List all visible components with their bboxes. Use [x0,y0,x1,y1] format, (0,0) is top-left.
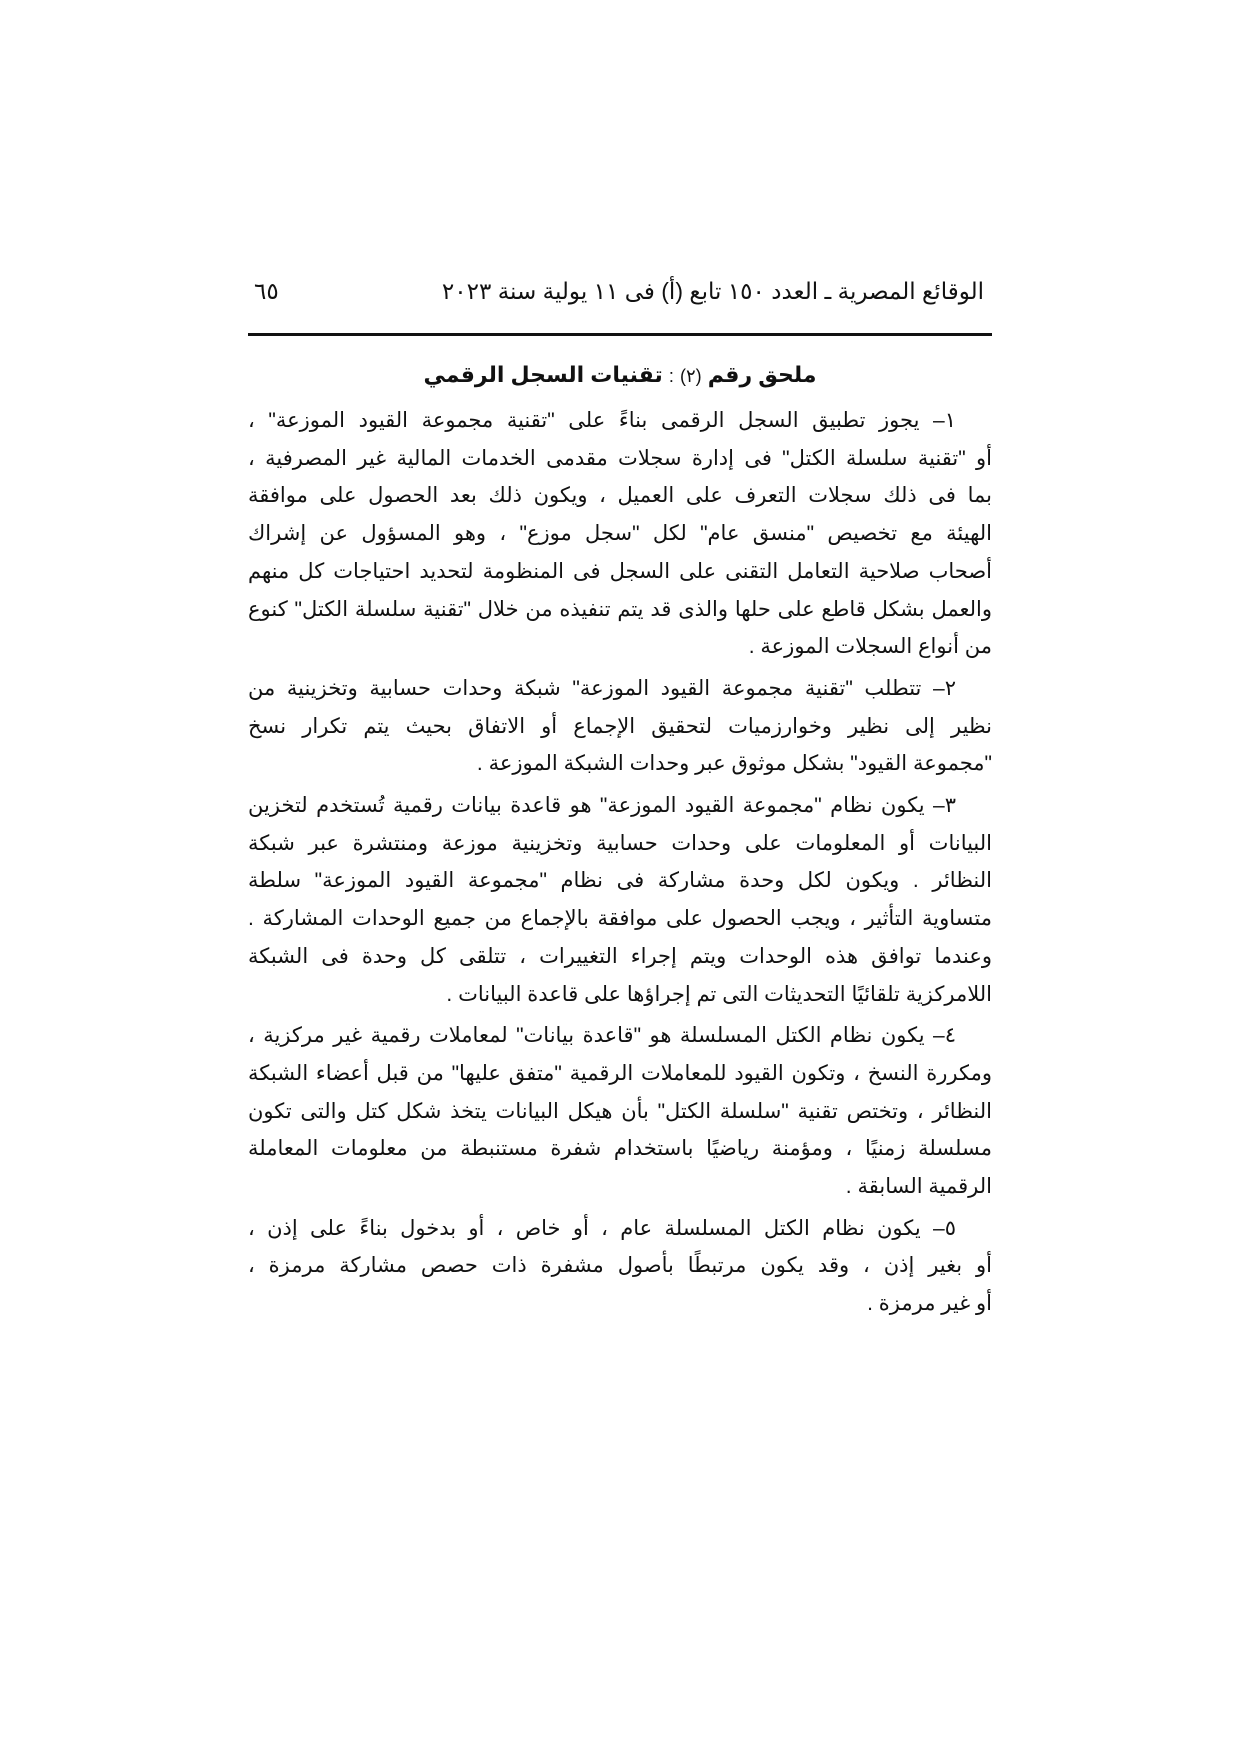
paragraph-line: ٥– يكون نظام الكتل المسلسلة عام ، أو خاص ، أو بدخول بناءً على إذن ، [248,1216,956,1240]
heading-separator: : [668,366,674,386]
header-divider [248,333,992,336]
paragraph-3 [248,787,992,1013]
paragraph-line: ومكررة النسخ ، وتكون القيود للمعاملات الرقمية "متفق عليها" من قبل أعضاء الشبكة [248,1061,992,1085]
paragraph-line: مسلسلة زمنيًا ، ومؤمنة رياضيًا باستخدام شفرة مستنبطة من معلومات المعاملة [248,1137,992,1161]
paragraph-line: "مجموعة القيود" بشكل موثوق عبر وحدات الشبكة الموزعة . [476,752,992,776]
paragraph-line: نظير إلى نظير وخوارزميات لتحقيق الإجماع أو الاتفاق بحيث يتم تكرار نسخ [248,714,992,738]
heading-number: (٢) [679,366,702,386]
paragraph-line: النظائر ، وتختص تقنية "سلسلة الكتل" بأن هيكل البيانات يتخذ شكل كتل والتى تكون [248,1099,992,1123]
paragraph-5 [248,1210,992,1323]
paragraph-line: ٤– يكون نظام الكتل المسلسلة هو "قاعدة بيانات" لمعاملات رقمية غير مركزية ، [248,1024,956,1048]
paragraph-4 [248,1017,992,1206]
document-body [248,402,992,1327]
paragraph-line: الرقمية السابقة . [845,1175,992,1199]
paragraph-line: وعندما توافق هذه الوحدات ويتم إجراء التغييرات ، تتلقى كل وحدة فى الشبكة [248,944,992,968]
paragraph-line: متساوية التأثير ، ويجب الحصول على موافقة بالإجماع من جميع الوحدات المشاركة . [248,907,992,931]
paragraph-line: أو "تقنية سلسلة الكتل" فى إدارة سجلات مقدمى الخدمات المالية غير المصرفية ، [248,446,992,470]
paragraph-2 [248,670,992,783]
paragraph-line: أو بغير إذن ، وقد يكون مرتبطًا بأصول مشفرة ذات حصص مشاركة مرمزة ، [248,1254,992,1278]
paragraph-1 [248,402,992,666]
paragraph-line: أو غير مرمزة . [867,1292,992,1316]
paragraph-line: من أنواع السجلات الموزعة . [748,635,992,659]
heading-prefix: ملحق رقم [707,362,817,387]
appendix-heading [248,362,992,388]
gazette-header-title: الوقائع المصرية ـ العدد ١٥٠ تابع (أ) فى ١١ يولية سنة ٢٠٢٣ [441,278,984,304]
paragraph-line: البيانات أو المعلومات على وحدات حسابية وتخزينية موزعة ومنتشرة عبر شبكة [248,831,992,855]
paragraph-line: ١– يجوز تطبيق السجل الرقمى بناءً على "تقنية مجموعة القيود الموزعة" ، [248,409,956,432]
paragraph-line: ٢– تتطلب "تقنية مجموعة القيود الموزعة" شبكة وحدات حسابية وتخزينية من [248,676,956,700]
page-header [248,278,992,318]
paragraph-line: والعمل بشكل قاطع على حلها والذى قد يتم تنفيذه من خلال "تقنية سلسلة الكتل" كنوع [248,597,992,621]
heading-title: تقنيات السجل الرقمي [423,362,663,387]
paragraph-line: أصحاب صلاحية التعامل التقنى على السجل فى المنظومة لتحديد احتياجات كل منهم [248,559,992,583]
paragraph-line: ٣– يكون نظام "مجموعة القيود الموزعة" هو قاعدة بيانات رقمية تُستخدم لتخزين [248,794,956,818]
paragraph-line: النظائر . ويكون لكل وحدة مشاركة فى نظام "مجموعة القيود الموزعة" سلطة [248,869,992,893]
paragraph-line: بما فى ذلك سجلات التعرف على العميل ، ويكون ذلك بعد الحصول على موافقة [248,484,992,508]
paragraph-line: اللامركزية تلقائيًا التحديثات التى تم إجراؤها على قاعدة البيانات . [446,982,992,1006]
paragraph-line: الهيئة مع تخصيص "منسق عام" لكل "سجل موزع" ، وهو المسؤول عن إشراك [248,522,992,546]
page-number: ٦٥ [254,278,279,304]
